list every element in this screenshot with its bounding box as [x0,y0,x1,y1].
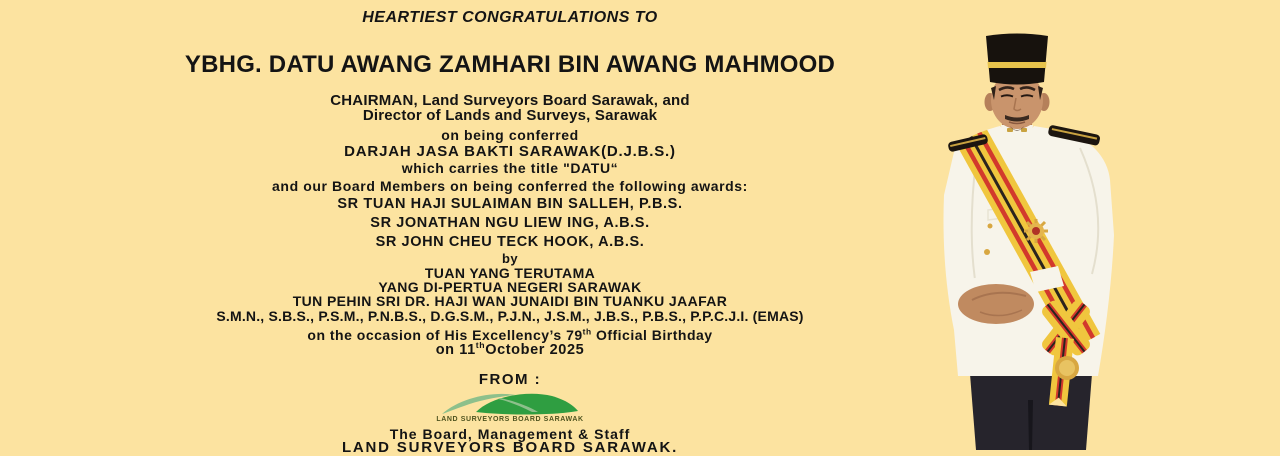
conferrer-line3: TUN PEHIN SRI DR. HAJI WAN JUNAIDI BIN TUANKU JAAFAR [292,293,728,309]
portrait-songkok [986,34,1048,85]
date-line [0,340,1020,358]
conferrer-honorifics: S.M.N., S.B.S., P.S.M., P.N.B.S., D.G.S.M., P.J.N., J.S.M., J.B.S., P.B.S., P.P.C.J.I. (EMAS) [216,308,804,324]
lsbs-logo-caption: LAND SURVEYORS BOARD SARAWAK [436,416,584,423]
member-award-line: SR JONATHAN NGU LIEW ING, A.B.S. [370,215,650,231]
from-label: FROM : [478,371,542,388]
conferrer-line2: YANG DI-PERTUA NEGERI SARAWAK [378,279,642,295]
occasion-line [0,328,1020,343]
lsbs-logo-icon [440,391,580,415]
portrait-button [988,224,993,229]
honouree-name: YBHG. DATU AWANG ZAMHARI BIN AWANG MAHMOOD [184,51,836,78]
occasion-text: on the occasion of His Excellency’s 79 [307,327,583,343]
member-award-line: SR TUAN HAJI SULAIMAN BIN SALLEH, P.B.S. [337,196,683,212]
portrait-button [984,249,990,255]
occasion-text-post: Official Birthday [591,327,713,343]
portrait-star-medal [1024,219,1048,243]
board-members-intro: and our Board Members on being conferred the following awards: [272,178,748,194]
heading-line: HEARTIEST CONGRATULATIONS TO [362,9,658,26]
conferrer-line1: TUAN YANG TERUTAMA [424,265,596,281]
date-text-post: October 2025 [485,342,585,358]
carries-title-line: which carries the title "DATU“ [401,160,619,176]
award-title: DARJAH JASA BAKTI SARAWAK(D.J.B.S.) [344,143,676,160]
from-line2: LAND SURVEYORS BOARD SARAWAK. [341,439,679,456]
honouree-title-line1: CHAIRMAN, Land Surveyors Board Sarawak, and [330,92,690,109]
lsbs-logo [0,391,1020,424]
honouree-title-line2: Director of Lands and Surveys, Sarawak [362,107,658,124]
member-award-line: SR JOHN CHEU TECK HOOK, A.B.S. [375,234,645,250]
conferred-intro: on being conferred [441,127,579,143]
date-text: on 11 [435,342,476,358]
official-portrait-photo [930,30,1130,450]
date-ordinal: th [475,340,486,351]
portrait-graphic [930,30,1130,450]
by-label: by [502,251,518,266]
occasion-ordinal: th [582,326,592,337]
from-line1: The Board, Management & Staff [389,426,631,442]
portrait-trousers [970,374,1092,450]
